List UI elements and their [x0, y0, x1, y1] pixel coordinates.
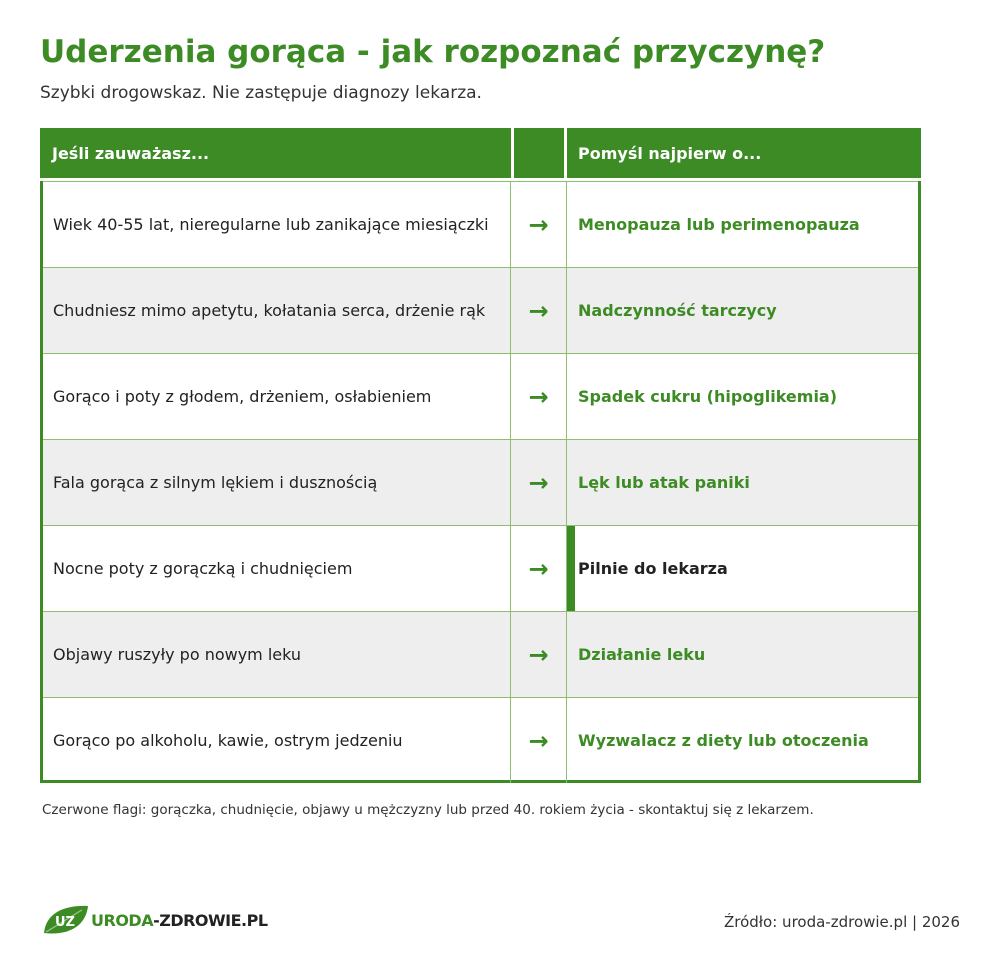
- cause-cell: Działanie leku: [578, 645, 706, 664]
- table-row: [43, 525, 918, 611]
- urgent-marker: [567, 526, 575, 611]
- arrow-right-icon: →: [511, 354, 567, 439]
- column-header-symptom: Jeśli zauważasz...: [52, 143, 210, 163]
- logo-wordmark-part2: -ZDROWIE.PL: [153, 910, 268, 930]
- column-header-arrow: [511, 128, 567, 178]
- arrow-right-icon: →: [511, 268, 567, 353]
- logo-badge-text: UZ: [55, 915, 75, 930]
- symptom-cell: Fala gorąca z silnym lękiem i dusznością: [43, 440, 511, 525]
- symptom-cell: Wiek 40-55 lat, nieregularne lub zanikające miesiączki: [43, 182, 511, 267]
- urgent-cause-cell: [567, 526, 918, 611]
- cause-cell: Nadczynność tarczycy: [578, 301, 777, 320]
- arrow-right-icon: →: [511, 698, 567, 783]
- logo-wordmark: [91, 911, 268, 930]
- symptom-cell: Objawy ruszyły po nowym leku: [43, 612, 511, 697]
- table-row: [43, 439, 918, 525]
- table-header: [40, 128, 921, 181]
- column-header-cause: Pomyśl najpierw o...: [578, 143, 762, 163]
- arrow-right-icon: →: [511, 440, 567, 525]
- logo-wordmark-part1: URODA: [91, 910, 154, 930]
- urgent-cause-label: Pilnie do lekarza: [578, 559, 728, 578]
- page-title: Uderzenia gorąca - jak rozpoznać przyczynę?: [40, 34, 826, 70]
- symptom-table: [40, 128, 921, 783]
- table-row: [43, 353, 918, 439]
- table-row: [43, 181, 918, 267]
- symptom-cell: Gorąco po alkoholu, kawie, ostrym jedzeniu: [43, 698, 511, 783]
- cause-cell: Spadek cukru (hipoglikemia): [578, 387, 838, 406]
- cause-cell: Lęk lub atak paniki: [578, 473, 750, 492]
- arrow-right-icon: →: [511, 182, 567, 267]
- table-row: [43, 697, 918, 783]
- arrow-right-icon: →: [511, 612, 567, 697]
- arrow-right-icon: →: [511, 526, 567, 611]
- cause-cell: Wyzwalacz z diety lub otoczenia: [578, 731, 869, 750]
- symptom-cell: Nocne poty z gorączką i chudnięciem: [43, 526, 511, 611]
- red-flags-note: Czerwone flagi: gorączka, chudnięcie, objawy u mężczyzny lub przed 40. rokiem życia - skontaktuj się z lekarzem.: [42, 802, 814, 818]
- cause-cell: Menopauza lub perimenopauza: [578, 215, 860, 234]
- symptom-cell: Gorąco i poty z głodem, drżeniem, osłabieniem: [43, 354, 511, 439]
- table-row: [43, 267, 918, 353]
- table-row: [43, 611, 918, 697]
- page-subtitle: Szybki drogowskaz. Nie zastępuje diagnozy lekarza.: [40, 83, 482, 103]
- leaf-logo-icon: [42, 903, 90, 937]
- source-credit: Źródło: uroda-zdrowie.pl | 2026: [723, 913, 960, 931]
- symptom-cell: Chudniesz mimo apetytu, kołatania serca, drżenie rąk: [43, 268, 511, 353]
- site-logo: [42, 903, 268, 937]
